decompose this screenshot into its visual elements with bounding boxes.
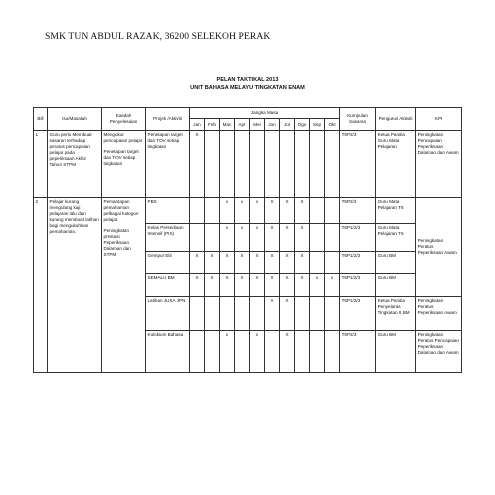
header-kaedah: Kaedah Penyelesaian bbox=[102, 108, 146, 131]
month-mark: X bbox=[280, 331, 295, 373]
month-mark bbox=[265, 131, 280, 198]
row-pengurus: Guru BM bbox=[376, 274, 416, 297]
month-mark bbox=[190, 331, 205, 373]
month-mark: X bbox=[205, 274, 220, 297]
row-projek: Kelas Persediaan Intensif (PIS) bbox=[146, 224, 190, 252]
row-pengurus: Guru BM bbox=[376, 331, 416, 373]
row-bil: 1 bbox=[34, 131, 48, 198]
month-mark: x bbox=[250, 331, 265, 373]
row-pengurus: Ketua Panitia Guru Mata Pelajaran bbox=[376, 131, 416, 198]
month-mark: X bbox=[265, 252, 280, 274]
table-row bbox=[34, 131, 462, 198]
month-header: Mei bbox=[250, 119, 265, 131]
month-mark bbox=[325, 252, 340, 274]
month-mark: x bbox=[250, 198, 265, 224]
row-kaedah bbox=[102, 198, 146, 373]
kaedah-item: Pemantapan pemahaman pelbagai kategori pelajar. bbox=[103, 199, 139, 222]
month-header: Jul bbox=[280, 119, 295, 131]
month-mark bbox=[310, 198, 325, 224]
month-mark: X bbox=[250, 252, 265, 274]
month-mark bbox=[325, 131, 340, 198]
tactical-plan-table bbox=[33, 107, 462, 373]
header-pengurus: Pengurus Aktiviti bbox=[376, 108, 416, 131]
row-projek: SEMALU BM bbox=[146, 274, 190, 297]
month-mark: X bbox=[190, 274, 205, 297]
table-row bbox=[34, 198, 462, 224]
row-kumpulan: T6P1/2/3 bbox=[340, 274, 376, 297]
month-header: Apr bbox=[235, 119, 250, 131]
month-mark bbox=[205, 198, 220, 224]
month-mark bbox=[235, 297, 250, 331]
row-bil: 2 bbox=[34, 198, 48, 373]
header-kpi: KPI bbox=[416, 108, 462, 131]
kaedah-item: Penetapan target dan TOV setiap tingkatan bbox=[103, 148, 139, 166]
month-header: Ogo bbox=[295, 119, 310, 131]
row-pengurus: Guru Mata Pelajaran T6 bbox=[376, 224, 416, 252]
month-mark bbox=[325, 297, 340, 331]
month-mark: X bbox=[190, 131, 205, 198]
header-kumpulan: Kumpulan Sasaran bbox=[340, 108, 376, 131]
month-mark bbox=[310, 224, 325, 252]
row-kumpulan: T6P1/2/3 bbox=[340, 297, 376, 331]
row-pengurus: Guru Mata Pelajaran T6 bbox=[376, 198, 416, 224]
month-mark: X bbox=[280, 297, 295, 331]
month-mark: X bbox=[250, 274, 265, 297]
header-jangka-masa: Jangka Masa bbox=[190, 108, 340, 119]
row-projek: Gempur Elit bbox=[146, 252, 190, 274]
month-mark bbox=[220, 131, 235, 198]
month-mark bbox=[295, 331, 310, 373]
row-kpi: Peningkatan Pencapaian Peperiksaan Dalaman dan Awam bbox=[416, 131, 462, 198]
row-pengurus: Guru BM bbox=[376, 252, 416, 274]
row-kumpulan: T6P2/3 bbox=[340, 198, 376, 224]
month-mark bbox=[310, 297, 325, 331]
month-mark bbox=[325, 331, 340, 373]
header-projek: Projek /Aktiviti bbox=[146, 108, 190, 131]
month-mark: X bbox=[190, 252, 205, 274]
month-mark bbox=[310, 331, 325, 373]
header-bil: Bill bbox=[34, 108, 48, 131]
month-mark: X bbox=[295, 252, 310, 274]
month-mark: x bbox=[220, 224, 235, 252]
row-kumpulan: T6P1/2/3 bbox=[340, 224, 376, 252]
month-mark: X bbox=[265, 224, 280, 252]
row-kpi: Peningkatan Peratus Peperiksaan Awam bbox=[416, 198, 462, 297]
kaedah-item: Mengukur pencapaian pelajar bbox=[103, 132, 143, 143]
month-mark bbox=[280, 131, 295, 198]
month-mark bbox=[205, 331, 220, 373]
month-mark bbox=[250, 297, 265, 331]
month-mark: X bbox=[265, 274, 280, 297]
month-mark bbox=[310, 252, 325, 274]
month-mark: X bbox=[295, 198, 310, 224]
row-isu: Guru perlu Membuat sasaran terhadap peratus pencapaian pelajar pada peperiksaan Akhir Tahun STPM bbox=[48, 131, 102, 198]
school-header: SMK TUN ABDUL RAZAK, 36200 SELEKOH PERAK bbox=[45, 31, 271, 42]
month-mark: X bbox=[235, 274, 250, 297]
month-mark: x bbox=[250, 224, 265, 252]
month-mark: X bbox=[280, 198, 295, 224]
row-kaedah bbox=[102, 131, 146, 198]
month-mark: X bbox=[280, 274, 295, 297]
month-mark bbox=[295, 297, 310, 331]
month-mark bbox=[250, 131, 265, 198]
month-mark: x bbox=[235, 224, 250, 252]
header-isu: Isu/Masalah bbox=[48, 108, 102, 131]
month-mark bbox=[190, 198, 205, 224]
row-kumpulan: T6P1/2/3 bbox=[340, 252, 376, 274]
month-mark: X bbox=[280, 252, 295, 274]
month-mark bbox=[205, 297, 220, 331]
row-kpi: Peningkatan Peratus Pencapaian Peperiksaan Dalaman dan Awam bbox=[416, 331, 462, 373]
month-mark bbox=[325, 224, 340, 252]
month-mark bbox=[205, 224, 220, 252]
row-kumpulan: T6P2/3 bbox=[340, 331, 376, 373]
month-mark: X bbox=[265, 297, 280, 331]
document-title: PELAN TAKTIKAL 2013 bbox=[216, 77, 279, 83]
row-projek: Penetapan target dan TOV setiap tingkatan bbox=[146, 131, 190, 198]
month-mark: X bbox=[265, 198, 280, 224]
month-mark: X bbox=[220, 252, 235, 274]
month-mark bbox=[235, 331, 250, 373]
month-mark: X bbox=[235, 252, 250, 274]
month-mark: X bbox=[295, 224, 310, 252]
month-header: Okt bbox=[325, 119, 340, 131]
month-mark bbox=[310, 131, 325, 198]
row-projek: Latihan JUSA JPN bbox=[146, 297, 190, 331]
row-pengurus: Ketua Panitia Penyelaras Tingkatan 6 BM bbox=[376, 297, 416, 331]
kaedah-item: Peningkatan prestasi Peperiksaan Dalaman dan STPM bbox=[103, 227, 131, 257]
month-mark: x bbox=[220, 331, 235, 373]
month-header: Jan bbox=[190, 119, 205, 131]
month-header: Mac bbox=[220, 119, 235, 131]
month-mark: X bbox=[220, 274, 235, 297]
row-kumpulan: T6P2/3 bbox=[340, 131, 376, 198]
month-mark: X bbox=[280, 224, 295, 252]
row-projek: PBS bbox=[146, 198, 190, 224]
month-header: Feb bbox=[205, 119, 220, 131]
row-projek: Kolokium Bahasa bbox=[146, 331, 190, 373]
month-mark: x bbox=[220, 198, 235, 224]
month-mark bbox=[220, 297, 235, 331]
month-mark bbox=[205, 131, 220, 198]
month-mark bbox=[190, 297, 205, 331]
month-header: Jun bbox=[265, 119, 280, 131]
month-mark: X bbox=[295, 274, 310, 297]
month-mark: x bbox=[325, 274, 340, 297]
month-header: Sep bbox=[310, 119, 325, 131]
month-mark bbox=[190, 224, 205, 252]
month-mark bbox=[235, 131, 250, 198]
month-mark bbox=[325, 198, 340, 224]
month-mark: X bbox=[205, 252, 220, 274]
month-mark bbox=[265, 331, 280, 373]
row-kpi: Peningkatan Peratus Peperiksaan Awam bbox=[416, 297, 462, 331]
month-mark bbox=[295, 131, 310, 198]
month-mark: x bbox=[310, 274, 325, 297]
row-isu: Pelajar kurang mengulang kaji pelajaran lalu dan kurang membuat latihan bagi mengukuhkan pemahaman. bbox=[48, 198, 102, 373]
document-subtitle: UNIT BAHASA MELAYU TINGKATAN ENAM bbox=[190, 85, 305, 91]
month-mark: x bbox=[235, 198, 250, 224]
